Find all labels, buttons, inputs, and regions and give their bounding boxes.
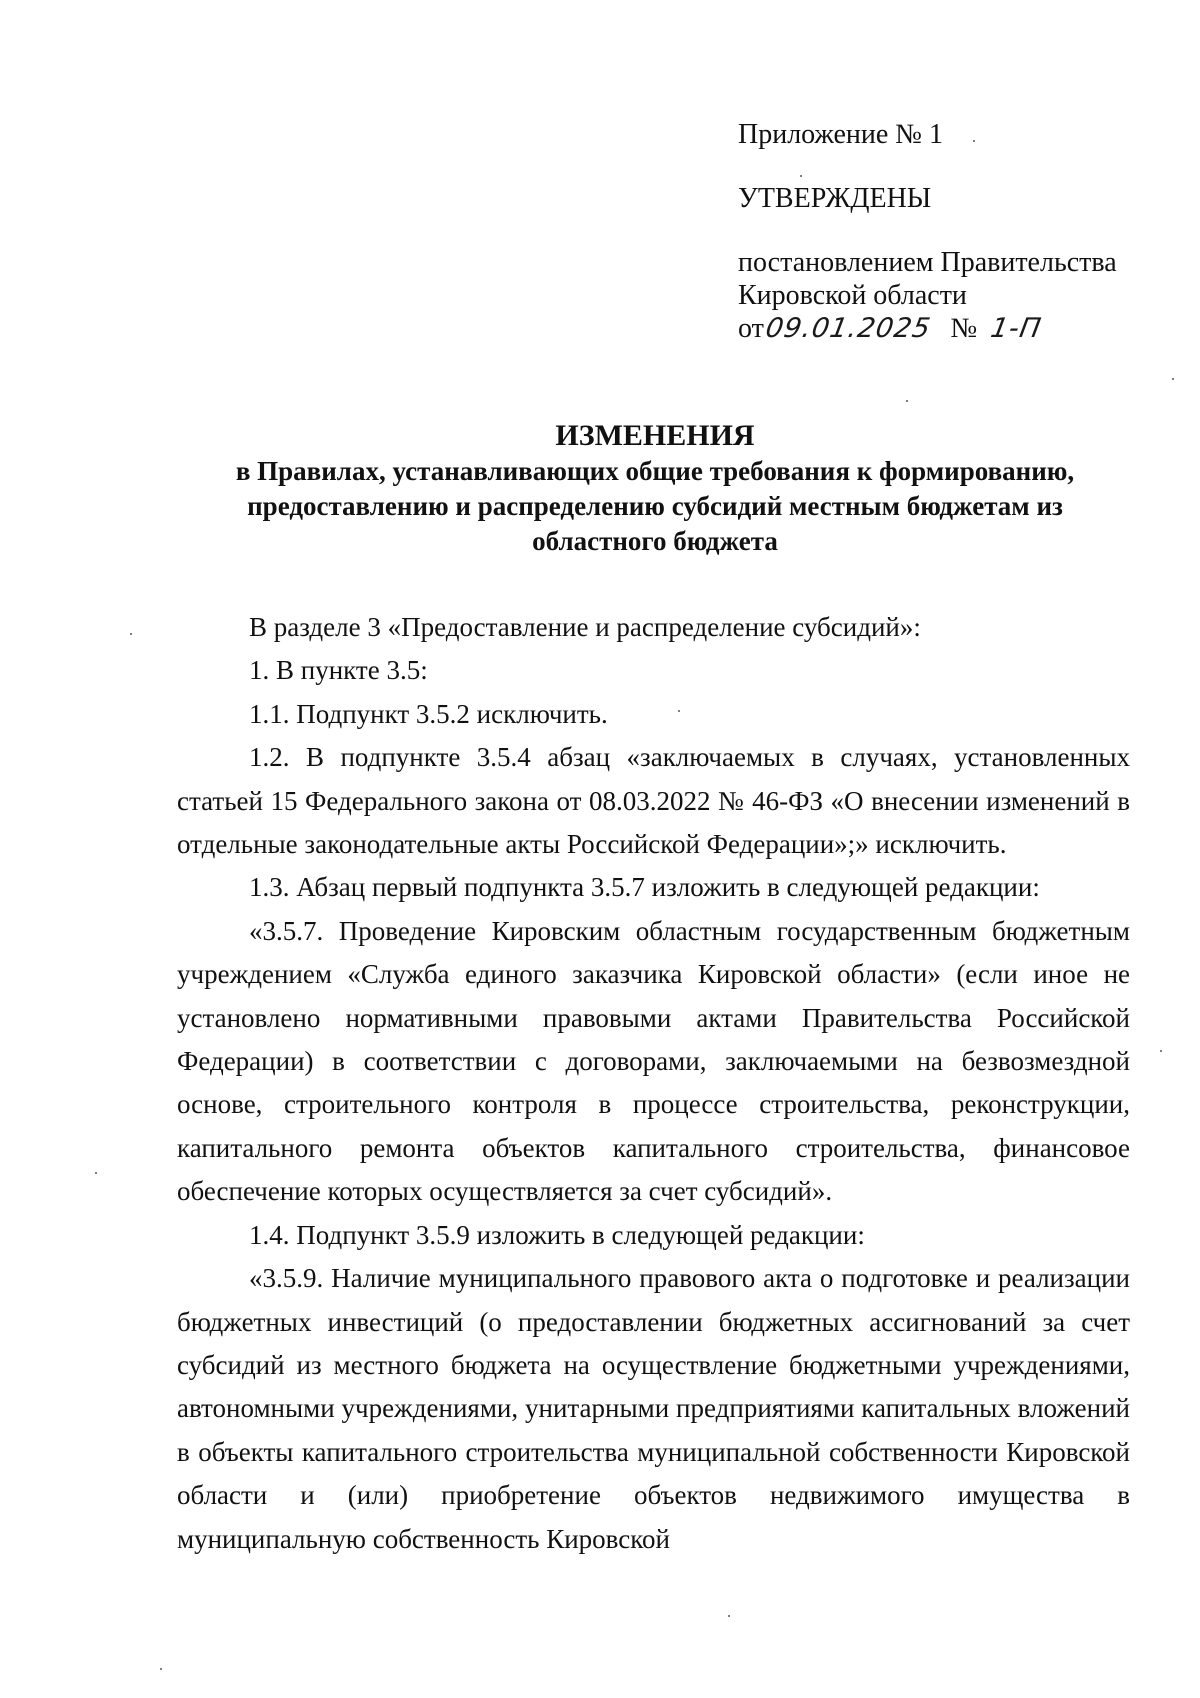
scan-speck (728, 1615, 730, 1617)
document-body (177, 606, 1130, 1561)
scan-speck (130, 633, 132, 635)
body-paragraph: «3.5.9. Наличие муниципального правового акта о подготовке и реализации бюджетных инвестиций (о предоставлении бюджетных ассигнований за счет субсидий из местного бюджета на осуществление бюджетными учреждениями, автономными учреждениями, унитарными предприятиями капитальных вложений в объекты капитального строительства муниципальной собственности Кировской области и (или) приобретение объектов недвижимого имущества в муниципальную собственность Кировской (177, 1263, 1130, 1554)
date-prefix: от (738, 313, 764, 344)
scan-speck (1172, 378, 1174, 380)
date-number-line (738, 312, 1158, 345)
approved-by-line-2: Кировской области (738, 280, 967, 311)
body-paragraph: «3.5.7. Проведение Кировским областным государственным бюджетным учреждением «Служба единого заказчика Кировской области» (если иное не установлено нормативными правовыми актами Правительства Российской Федерации) в соответствии с договорами, заключаемыми на безвозмездной основе, строительного контроля в процессе строительства, реконструкции, капитального ремонта объектов капитального строительства, финансовое обеспечение которых осуществляется за счет субсидий». (177, 915, 1130, 1207)
body-paragraph: 1. В пункте 3.5: (249, 655, 428, 686)
body-paragraph: 1.2. В подпункте 3.5.4 абзац «заключаемых в случаях, установленных статьей 15 Федерального закона от 08.03.2022 № 46-ФЗ «О внесении изменений в отдельные законодательные акты Российской Федерации»;» исключить. (177, 742, 1130, 860)
approved-by-line-1: постановлением Правительства (738, 247, 1117, 278)
scan-speck (95, 1172, 97, 1174)
scan-speck (1160, 1050, 1162, 1052)
scan-speck (973, 140, 975, 142)
approval-stamp-block (738, 118, 1158, 345)
number-prefix: № (950, 313, 978, 344)
handwritten-date: 09.01.2025 (763, 313, 934, 344)
approved-label: УТВЕРЖДЕНЫ (738, 183, 932, 214)
document-subtitle-line-1: в Правилах, устанавливающих общие требования к формированию, (235, 456, 1075, 486)
scan-speck (800, 175, 802, 177)
body-paragraph: 1.4. Подпункт 3.5.9 изложить в следующей редакции: (249, 1219, 865, 1250)
appendix-label: Приложение № 1 (738, 119, 943, 150)
body-paragraph: В разделе 3 «Предоставление и распределение субсидий»: (249, 612, 921, 642)
scan-speck (678, 710, 680, 712)
document-subtitle-line-2: предоставлению и распределению субсидий местным бюджетам из (247, 491, 1063, 521)
document-title: ИЗМЕНЕНИЯ (555, 419, 755, 452)
body-paragraph: 1.3. Абзац первый подпункта 3.5.7 изложить в следующей редакции: (249, 872, 1040, 903)
document-title-block (170, 418, 1140, 559)
body-paragraph: 1.1. Подпункт 3.5.2 исключить. (249, 698, 608, 729)
scan-speck (160, 1668, 162, 1670)
handwritten-number: 1-П (988, 313, 1045, 344)
document-subtitle-line-3: областного бюджета (532, 526, 778, 556)
scan-speck (906, 400, 908, 402)
